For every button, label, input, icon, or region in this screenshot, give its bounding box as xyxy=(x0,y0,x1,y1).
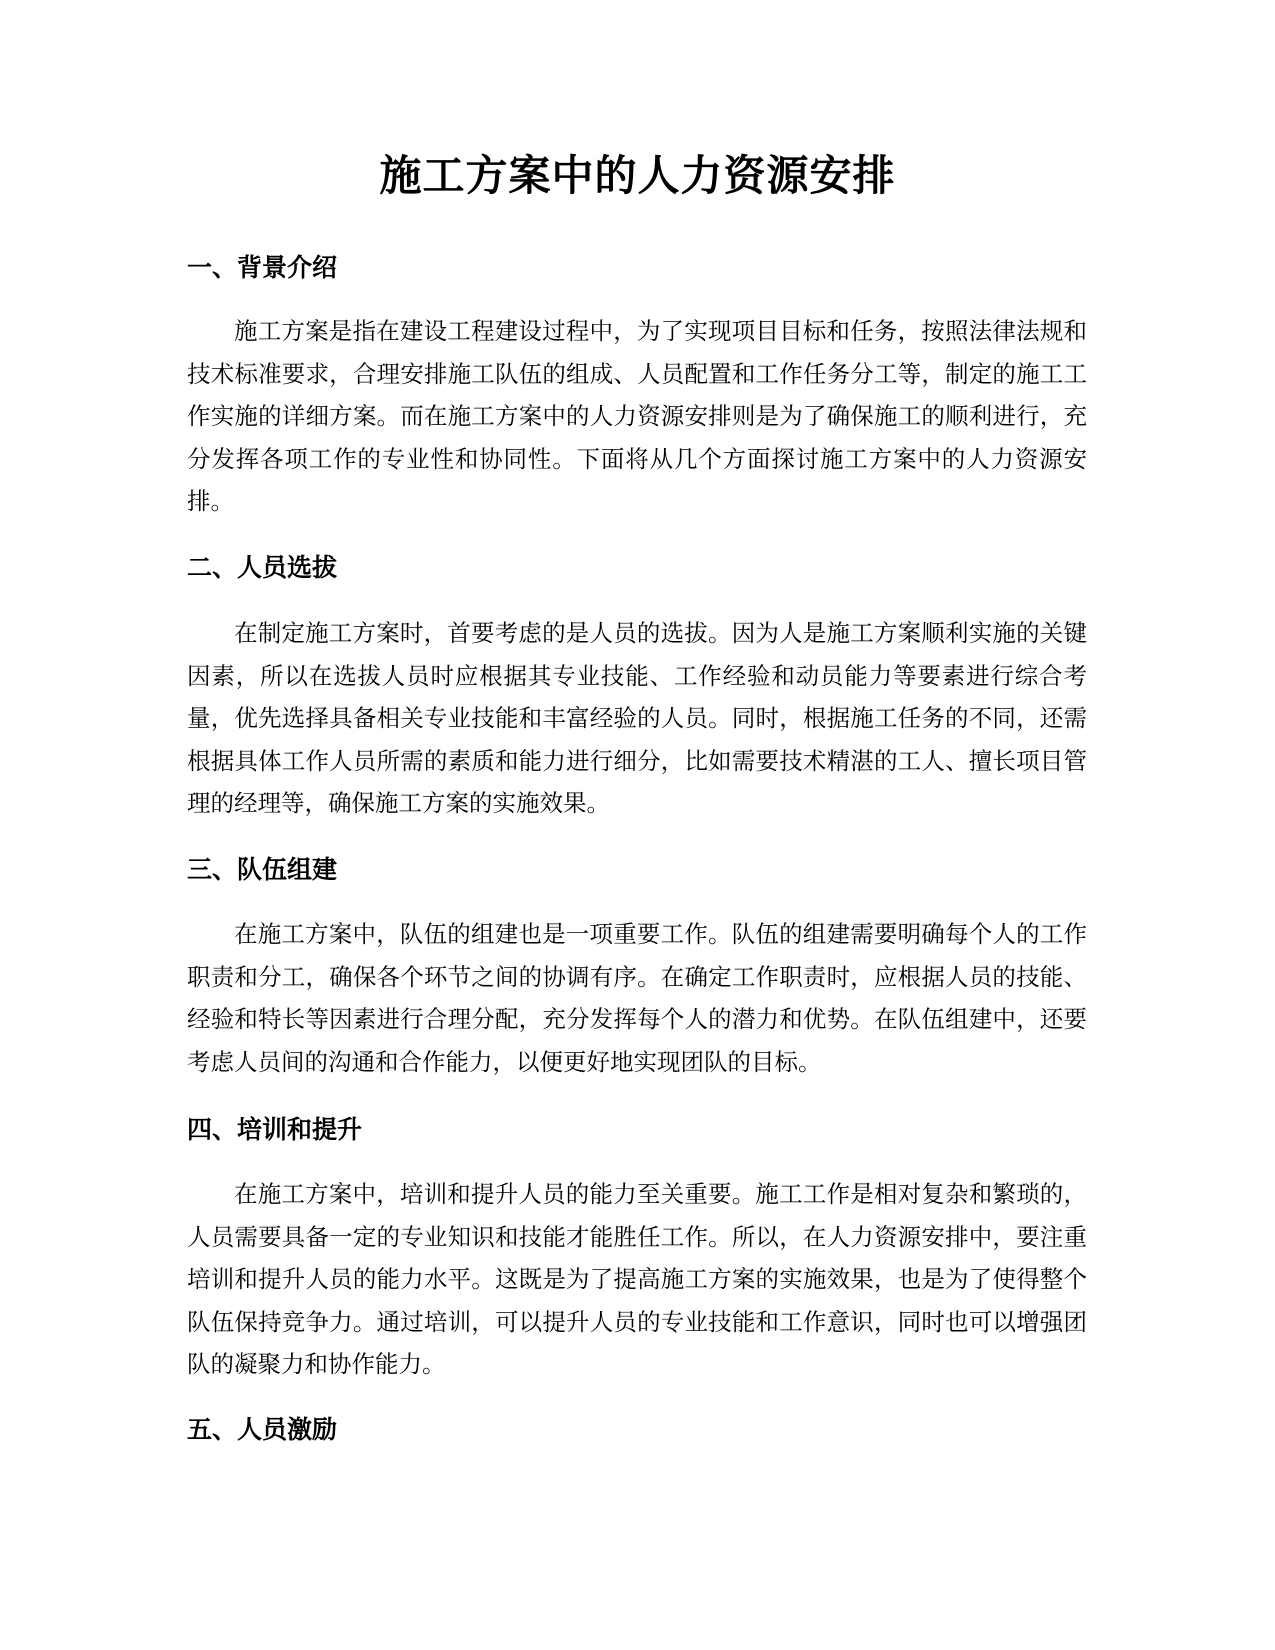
section-heading-team-building: 三、队伍组建 xyxy=(187,855,338,884)
section-heading-training: 四、培训和提升 xyxy=(187,1115,363,1144)
section-heading-incentives: 五、人员激励 xyxy=(187,1415,338,1444)
section-heading-personnel-selection: 二、人员选拔 xyxy=(187,553,338,582)
section-body-background: 施工方案是指在建设工程建设过程中，为了实现项目目标和任务，按照法律法规和技术标准要求，合理安排施工队伍的组成、人员配置和工作任务分工等，制定的施工工作实施的详细方案。而在施工方案中的人力资源安排则是为了确保施工的顺利进行，充分发挥各项工作的专业性和协同性。下面将从几个方面探讨施工方案中的人力资源安排。 xyxy=(187,317,1087,515)
section-body-personnel-selection: 在制定施工方案时，首要考虑的是人员的选拔。因为人是施工方案顺利实施的关键因素，所以在选拔人员时应根据其专业技能、工作经验和动员能力等要素进行综合考量，优先选择具备相关专业技能和丰富经验的人员。同时，根据施工任务的不同，还需根据具体工作人员所需的素质和能力进行细分，比如需要技术精湛的工人、擅长项目管理的经理等，确保施工方案的实施效果。 xyxy=(187,619,1087,817)
section-heading-background: 一、背景介绍 xyxy=(187,253,338,282)
document-title: 施工方案中的人力资源安排 xyxy=(379,151,896,200)
section-body-training: 在施工方案中，培训和提升人员的能力至关重要。施工工作是相对复杂和繁琐的，人员需要具备一定的专业知识和技能才能胜任工作。所以，在人力资源安排中，要注重培训和提升人员的能力水平。这既是为了提高施工方案的实施效果，也是为了使得整个队伍保持竞争力。通过培训，可以提升人员的专业技能和工作意识，同时也可以增强团队的凝聚力和协作能力。 xyxy=(187,1180,1087,1378)
section-body-team-building: 在施工方案中，队伍的组建也是一项重要工作。队伍的组建需要明确每个人的工作职责和分工，确保各个环节之间的协调有序。在确定工作职责时，应根据人员的技能、经验和特长等因素进行合理分配，充分发挥每个人的潜力和优势。在队伍组建中，还要考虑人员间的沟通和合作能力，以便更好地实现团队的目标。 xyxy=(187,920,1087,1076)
